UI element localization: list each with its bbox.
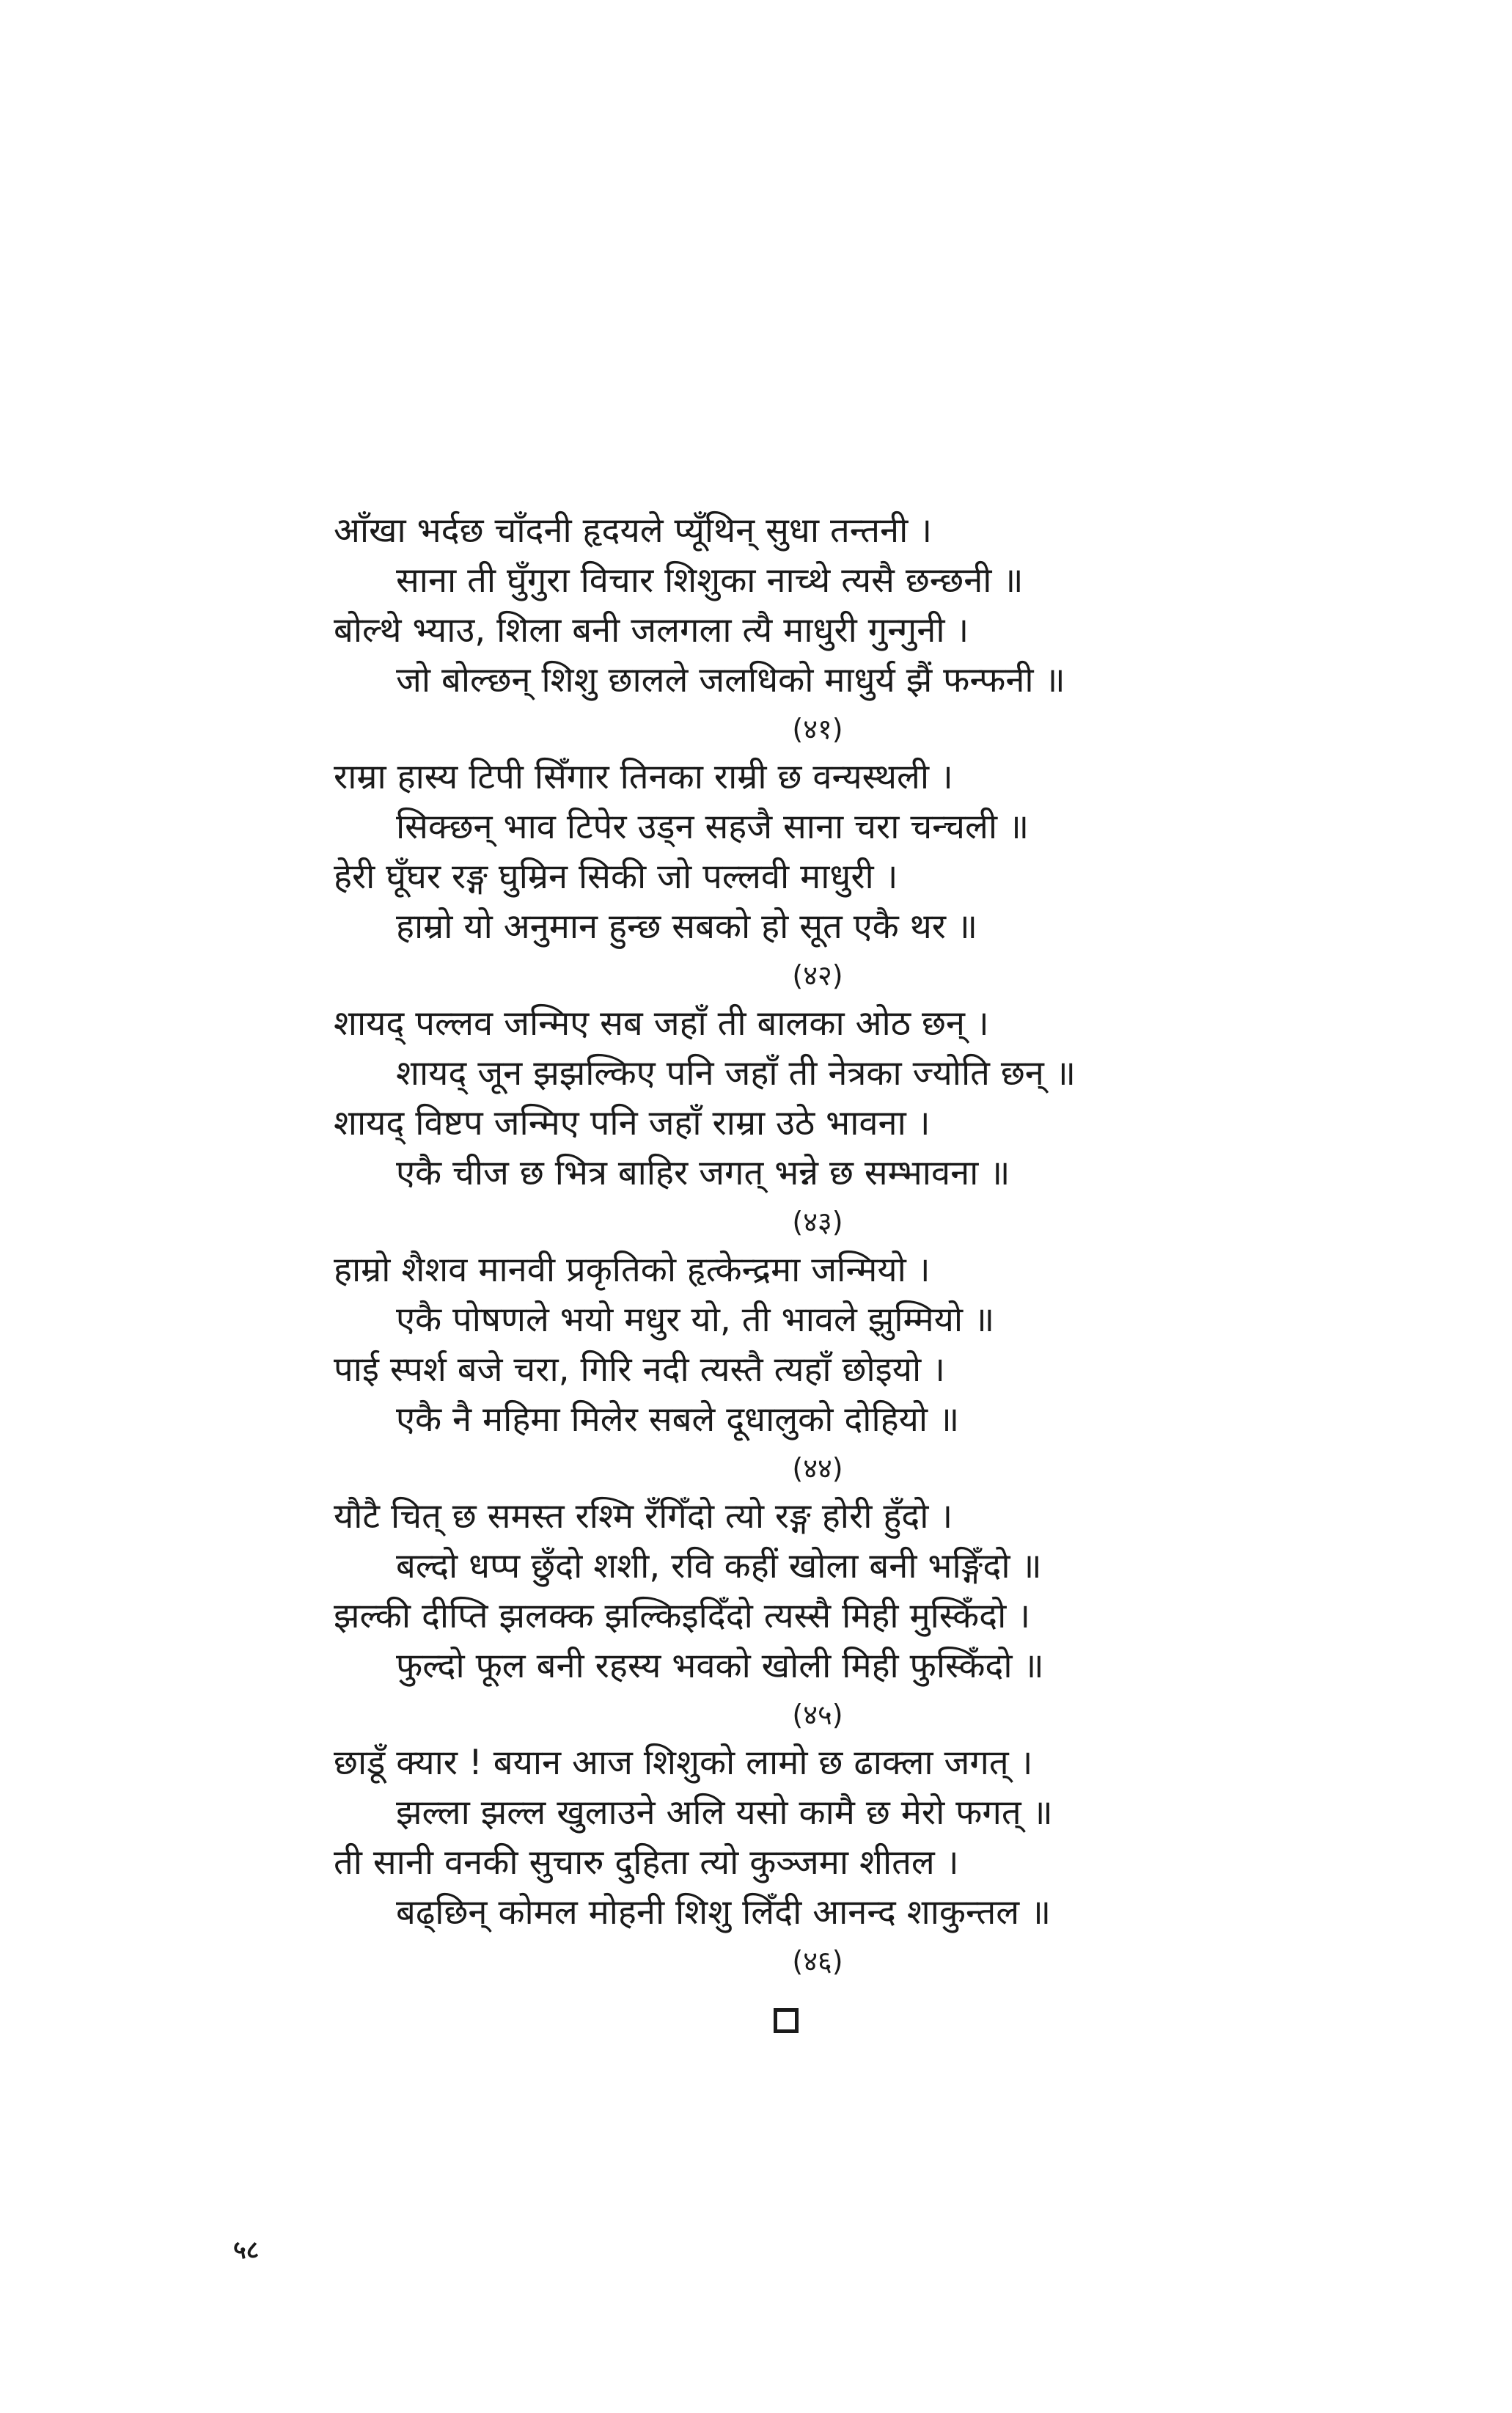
- stanza: [334, 1738, 1250, 1985]
- verse-line: एकै नै महिमा मिलेर सबले दूधालुको दोहियो ॥: [396, 1399, 960, 1440]
- stanza: [334, 1492, 1250, 1738]
- verse-line: हाम्रो यो अनुमान हुन्छ सबको हो सूत एकै थर ॥: [396, 907, 978, 947]
- verse-line: झल्की दीप्ति झलक्क झल्किइदिँदो त्यस्सै मिही मुस्किँदो ।: [334, 1596, 1031, 1636]
- verse-line: शायद् पल्लव जन्मिए सब जहाँ ती बालका ओठ छन् ।: [334, 1003, 989, 1044]
- stanza-number: (४४): [792, 1452, 843, 1484]
- verse-line: बोल्थे भ्याउ, शिला बनी जलगला त्यै माधुरी गुन्गुनी ।: [334, 610, 969, 651]
- stanza-number: (४३): [792, 1206, 843, 1238]
- verse-line: राम्रा हास्य टिपी सिँगार तिनका राम्री छ वन्यस्थली ।: [334, 757, 953, 797]
- verse-line: बल्दो धप्प छुँदो शशी, रवि कहीं खोला बनी भङ्गिँदो ॥: [396, 1546, 1042, 1586]
- verse-line: आँखा भर्दछ चाँदनी हृदयले प्यूँथिन् सुधा तन्तनी ।: [334, 510, 933, 551]
- stanza-number: (४६): [792, 1945, 843, 1977]
- verse-line: जो बोल्छन् शिशु छालले जलधिको माधुर्य झैं फन्फनी ॥: [396, 660, 1065, 700]
- stanza-number: (४२): [792, 959, 843, 992]
- stanza: [334, 506, 1250, 753]
- verse-line: झल्ला झल्ल खुलाउने अलि यसो कामै छ मेरो फगत् ॥: [396, 1793, 1053, 1833]
- poem-body: [334, 506, 1250, 1985]
- stanza-number: (४५): [792, 1699, 843, 1731]
- verse-line: छाडूँ क्यार ! बयान आज शिशुको लामो छ ढाक्ला जगत् ।: [334, 1743, 1033, 1783]
- end-square-icon: [774, 2008, 799, 2033]
- verse-line: यौटै चित् छ समस्त रश्मि रँगिँदो त्यो रङ्ग होरी हुँदो ।: [334, 1496, 953, 1537]
- stanza-number: (४१): [792, 713, 843, 745]
- verse-line: ती सानी वनकी सुचारु दुहिता त्यो कुञ्जमा शीतल ।: [334, 1842, 959, 1883]
- verse-line: शायद् विष्टप जन्मिए पनि जहाँ राम्रा उठे भावना ।: [334, 1103, 931, 1143]
- verse-line: एकै चीज छ भित्र बाहिर जगत् भन्ने छ सम्भावना ॥: [396, 1153, 1010, 1193]
- stanza: [334, 999, 1250, 1245]
- verse-line: हेरी घूँघर रङ्ग घुम्रिन सिकी जो पल्लवी माधुरी ।: [334, 857, 898, 897]
- verse-line: हाम्रो शैशव मानवी प्रकृतिको हृत्केन्द्रमा जन्मियो ।: [334, 1250, 931, 1290]
- verse-line: बढ्छिन् कोमल मोहनी शिशु लिँदी आनन्द शाकुन्तल ॥: [396, 1892, 1052, 1933]
- verse-line: सिक्छन् भाव टिपेर उड्न सहजै साना चरा चन्चली ॥: [396, 807, 1030, 847]
- page-number: ५८: [233, 2236, 260, 2265]
- verse-line: शायद् जून झझल्किए पनि जहाँ ती नेत्रका ज्योति छन् ॥: [396, 1053, 1076, 1094]
- verse-line: साना ती घुँगुरा विचार शिशुका नाच्थे त्यसै छन्छनी ॥: [396, 560, 1024, 601]
- stanza: [334, 753, 1250, 999]
- stanza: [334, 1245, 1250, 1492]
- verse-line: एकै पोषणले भयो मधुर यो, ती भावले झुम्मियो ॥: [396, 1300, 995, 1340]
- verse-line: पाई स्पर्श बजे चरा, गिरि नदी त्यस्तै त्यहाँ छोइयो ।: [334, 1350, 945, 1390]
- verse-line: फुल्दो फूल बनी रहस्य भवको खोली मिही फुस्किँदो ॥: [396, 1646, 1044, 1686]
